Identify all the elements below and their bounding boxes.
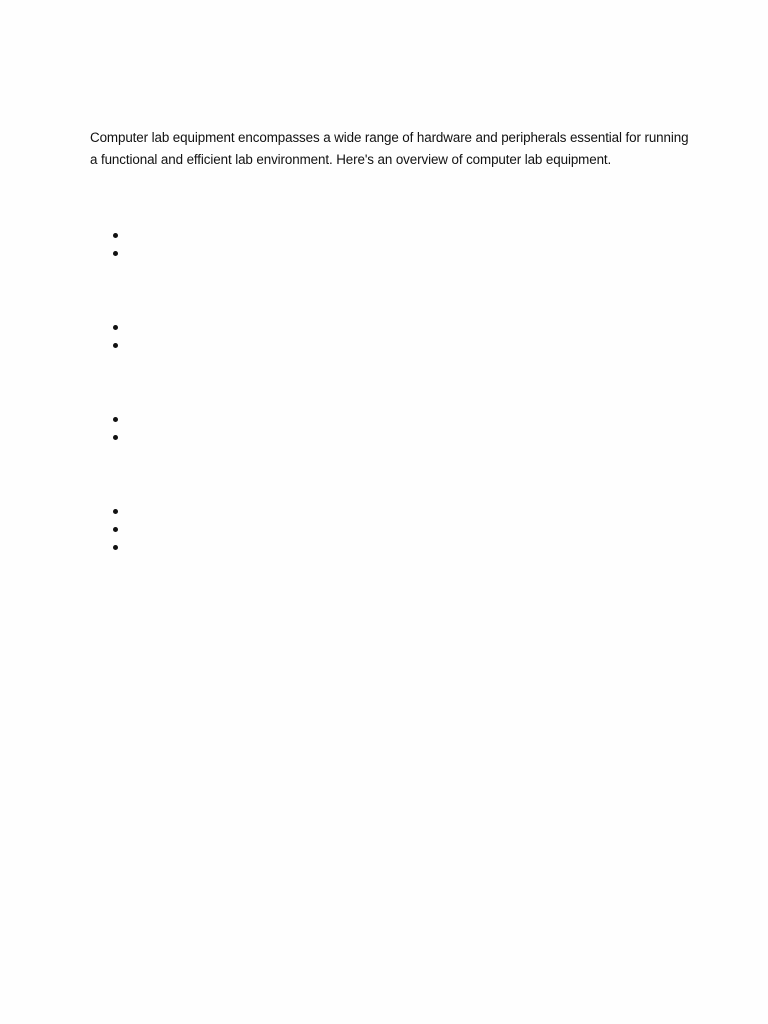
bullet-icon — [113, 527, 118, 532]
bullet-list-2 — [110, 319, 122, 355]
list-item — [110, 337, 122, 355]
bullet-icon — [113, 325, 118, 330]
bullet-icon — [113, 435, 118, 440]
bullet-icon — [113, 343, 118, 348]
bullet-icon — [113, 251, 118, 256]
list-item — [110, 503, 122, 521]
bullet-list-3 — [110, 411, 122, 447]
intro-paragraph: Computer lab equipment encompasses a wide range of hardware and peripherals essential for running a functional and efficient lab environment. Here's an overview of computer lab equipment. — [90, 130, 689, 167]
bullet-list-4 — [110, 503, 122, 557]
bullet-icon — [113, 509, 118, 514]
bullet-icon — [113, 545, 118, 550]
list-item — [110, 245, 122, 263]
bullet-icon — [113, 417, 118, 422]
list-item — [110, 411, 122, 429]
list-item — [110, 429, 122, 447]
list-item — [110, 319, 122, 337]
list-item — [110, 521, 122, 539]
bullet-list-1 — [110, 227, 122, 263]
list-item — [110, 539, 122, 557]
bullet-icon — [113, 233, 118, 238]
list-item — [110, 227, 122, 245]
